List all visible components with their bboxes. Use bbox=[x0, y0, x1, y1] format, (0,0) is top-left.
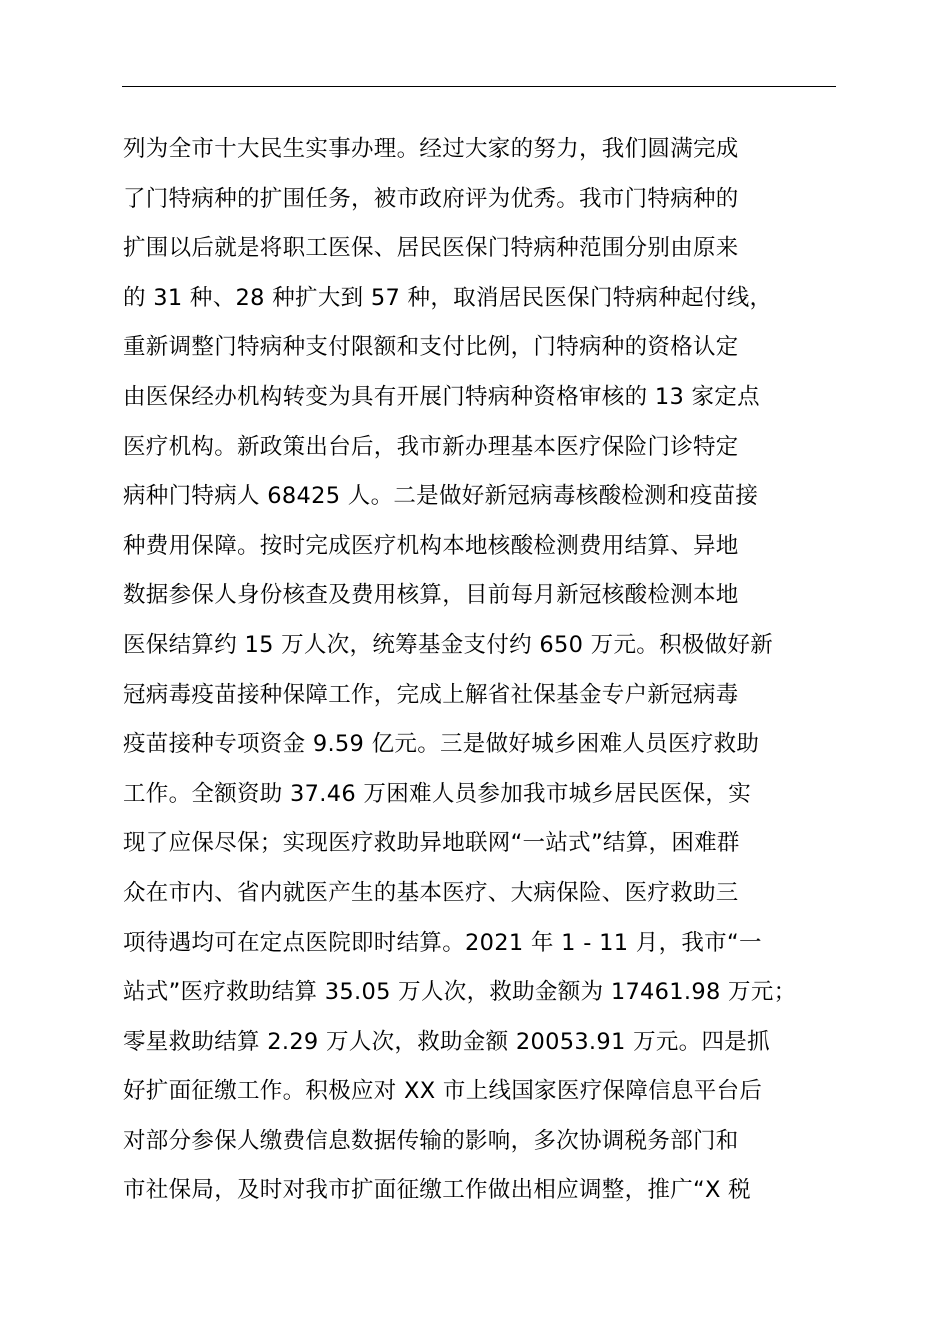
body-text bbox=[123, 125, 843, 1216]
text-line: 病种门特病人 68425 人。二是做好新冠病毒核酸检测和疫苗接 bbox=[123, 483, 759, 510]
text-line: 项待遇均可在定点医院即时结算。2021 年 1 - 11 月，我市“一 bbox=[123, 929, 762, 956]
header-rule bbox=[122, 86, 836, 87]
text-line: 医疗机构。新政策出台后，我市新办理基本医疗保险门诊特定 bbox=[123, 433, 739, 460]
text-line: 医保结算约 15 万人次，统筹基金支付约 650 万元。积极做好新 bbox=[123, 631, 774, 658]
text-line: 零星救助结算 2.29 万人次，救助金额 20053.91 万元。四是抓 bbox=[123, 1028, 770, 1055]
text-line: 由医保经办机构转变为具有开展门特病种资格审核的 13 家定点 bbox=[123, 383, 760, 410]
text-line: 扩围以后就是将职工医保、居民医保门特病种范围分别由原来 bbox=[123, 235, 739, 262]
text-line: 冠病毒疫苗接种保障工作，完成上解省社保基金专户新冠病毒 bbox=[123, 681, 739, 708]
text-line: 数据参保人身份核查及费用核算，目前每月新冠核酸检测本地 bbox=[123, 582, 739, 609]
text-line: 现了应保尽保；实现医疗救助异地联网“一站式”结算，困难群 bbox=[123, 830, 740, 857]
text-line: 重新调整门特病种支付限额和支付比例，门特病种的资格认定 bbox=[123, 334, 739, 361]
text-line: 疫苗接种专项资金 9.59 亿元。三是做好城乡困难人员医疗救助 bbox=[123, 731, 760, 758]
text-line: 众在市内、省内就医产生的基本医疗、大病保险、医疗救助三 bbox=[123, 879, 739, 906]
text-line: 了门特病种的扩围任务，被市政府评为优秀。我市门特病种的 bbox=[123, 185, 739, 212]
text-line: 种费用保障。按时完成医疗机构本地核酸检测费用结算、异地 bbox=[123, 532, 739, 559]
text-line: 市社保局，及时对我市扩面征缴工作做出相应调整，推广“X 税 bbox=[123, 1177, 751, 1204]
text-line: 列为全市十大民生实事办理。经过大家的努力，我们圆满完成 bbox=[123, 136, 739, 162]
text-line: 工作。全额资助 37.46 万困难人员参加我市城乡居民医保，实 bbox=[123, 780, 752, 807]
text-line: 对部分参保人缴费信息数据传输的影响，多次协调税务部门和 bbox=[123, 1127, 739, 1154]
text-line: 的 31 种、28 种扩大到 57 种，取消居民医保门特病种起付线， bbox=[123, 284, 773, 311]
text-line: 站式”医疗救助结算 35.05 万人次，救助金额为 17461.98 万元； bbox=[123, 979, 797, 1006]
text-line: 好扩面征缴工作。积极应对 XX 市上线国家医疗保障信息平台后 bbox=[123, 1078, 763, 1105]
